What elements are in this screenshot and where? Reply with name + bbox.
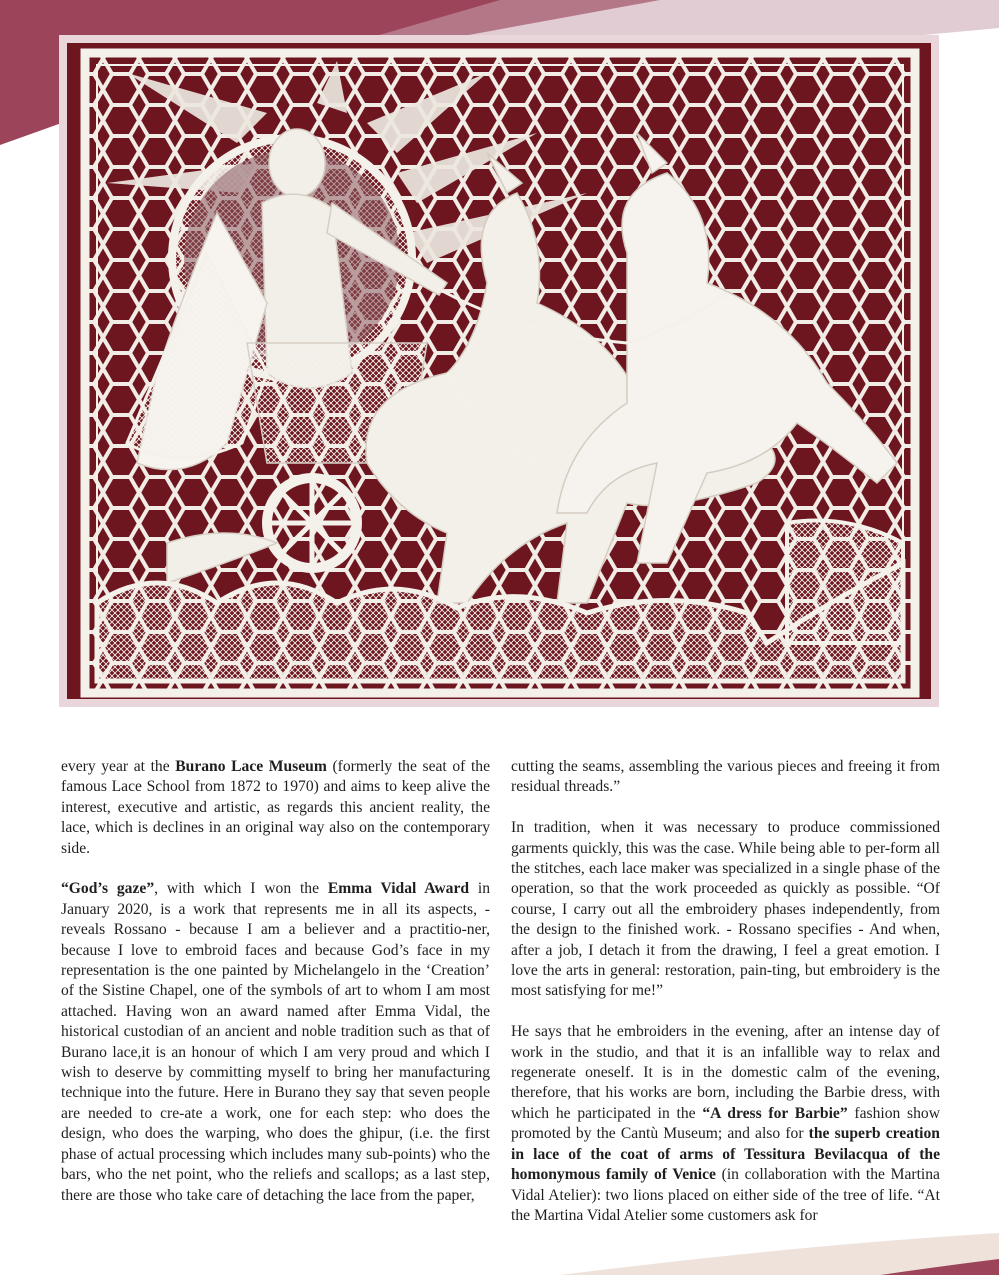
bold-phrase: Burano Lace Museum [175, 758, 327, 775]
footer-swoosh [0, 1215, 999, 1275]
bold-phrase: the superb creation in lace of the coat of arms of Tessitura Bevilacqua of the homonymous family of Venice [511, 1125, 940, 1184]
lace-artwork-illustration [67, 43, 931, 699]
bold-phrase: “God’s gaze” [61, 880, 155, 898]
left-column [61, 757, 490, 1226]
paragraph: cutting the seams, assembling the various pieces and freeing it from residual threads.” [511, 758, 940, 796]
bold-phrase: “A dress for Barbie” [702, 1104, 848, 1122]
photo-frame [59, 35, 939, 707]
paragraph: He says that he embroiders in the evening, after an intense day of work in the studio, and that it is an infallible way to relax and regenerate oneself. It is in the domestic calm of the evening, therefore, that his works are born, including the Barbie dress, with which he participated in the “A dress for Barbie” fashion show promoted by the Cantù Museum; and also for the superb creation in lace of the coat of arms of Tessitura Bevilacqua of the homonymous family of Venice (in collaboration with the Martina Vidal Atelier): two lions placed on either side of the tree of life. “At the Martina Vidal Atelier some customers ask for [511, 1023, 940, 1224]
bold-phrase: Emma Vidal Award [327, 880, 470, 898]
paragraph: “God’s gaze”, with which I won the Emma Vidal Award in January 2020, is a work that represents me in all its aspects, - reveals Rossano - because I am a believer and a practitio-ner, because I love to embroid faces and because God’s face in my representation is the one painted by Michelangelo in the ‘Creation’ of the Sistine Chapel, one of the symbols of art to whom I am most attached. Having won an award named after Emma Vidal, the historical custodian of an ancient and noble tradition such as that of Burano lace,it is an honour of which I am very proud and which I wish to deserve by committing myself to bring her manufacturing technique into the future. Here in Burano they say that seven people are needed to cre-ate a work, one for each step: who does the design, who does the warping, who does the ghipur, (i.e. the first phase of actual processing which includes many sub-points) who the bars, who the net point, who the reliefs and scallops; as a last step, there are those who take care of detaching the lace from the paper, [61, 880, 490, 1204]
lace-artwork-photo [67, 43, 931, 699]
right-column [511, 757, 940, 1247]
paragraph: In tradition, when it was necessary to produce commissioned garments quickly, this was the case. While being able to per-form all the stitches, each lace maker was specialized in a single phase of the operation, so that the work proceeded as quickly as possible. “Of course, I carry out all the embroidery phases independently, from the design to the finished work. - Rossano specifies - And when, after a job, I detach it from the drawing, I feel a great emotion. I love the arts in general: restoration, pain-ting, but embroidery is the most satisfying for me!” [511, 819, 940, 1000]
paragraph: every year at the Burano Lace Museum (formerly the seat of the famous Lace School from 1872 to 1970) and aims to keep alive the interest, executive and artistic, as regards this ancient reality, the lace, which is declines in an original way also on the contemporary side. [61, 758, 491, 857]
